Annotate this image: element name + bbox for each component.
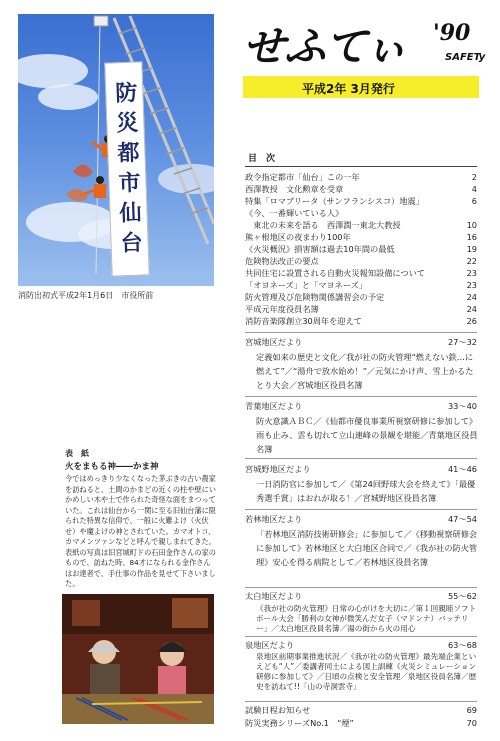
section-divider	[245, 396, 477, 397]
magazine-subtitle: SAFETy	[445, 52, 486, 63]
masthead-logo	[243, 14, 486, 71]
toc-section-body: 防火意識ＡＢＣ／《仙都市優良事業所視察研修に参加して》雨も止み、雲も切れて立山連峰の景観を堪能／青葉地区役員名簿	[256, 416, 478, 454]
toc-item[interactable]: 危険物法改正の要点 22	[245, 256, 477, 266]
toc-section-wakabayashi[interactable]: 若林地区だより 47～54	[245, 514, 477, 524]
elderly-couple-photo	[62, 594, 214, 724]
cover-note-title: 火をまもる神――かま神	[65, 462, 159, 472]
toc-section-body: 泉地区前期事業推進状況／《我が社の防火管理》最先端企業といえども“人”／委講者同士による図上訓練《火災シミュレーション研修に参加して》／日頃の点検と安全管理／泉地区役員名簿／歴史を訪ねて!!「山の寺洞雲寺」	[256, 652, 477, 691]
toc-section-aoba[interactable]: 青葉地区だより 33～40	[245, 401, 477, 411]
toc-divider	[245, 166, 477, 167]
toc-section-body: 定義如来の歴史と文化／我が社の防火管理“燃えない鉄…に燃えて”／“湯舟で放水始め！”／元気にかけ声、雪上かるたとり大会／宮城地区役員名簿	[256, 352, 474, 390]
toc-item[interactable]: 「オヨネーズ」と「マヨネーズ」 23	[245, 280, 477, 290]
toc-item[interactable]: 《今、一番輝いている人》	[245, 208, 344, 218]
magazine-title: せふてぃ	[243, 22, 407, 71]
section-divider	[245, 636, 477, 637]
toc-section-body: 一日消防官に参加して／《第24回野球大会を終えて》「最優秀選手賞」はおれが取る！／宮城野地区役員名簿	[256, 479, 476, 503]
section-divider	[245, 701, 477, 702]
cover-note-text: 今ではめっきり少なくなった茅ぶきの古い農家を訪ねると、土間のかまどの近くの柱や壁にいかめしい木や土で作られた奇怪な面をまつっていた。これは仙台から一関に至る旧仙台藩に限られた特異な信仰で、一般に火難よけ（火伏せ）や魔よけの神とされていた。カマオトコ、カマメンツァンなどと呼んで親しまれてきた。表紙の写真は旧宮城町ドの石田金作さんの家のもので、訪ねた時、84才になられる金作さんはお達者で、手仕事の作品を見せて下さいました。	[65, 474, 216, 588]
banner-text: 防災都市仙台	[111, 80, 143, 262]
toc-item[interactable]: 西澤教授 文化勲章を受章 4	[245, 184, 477, 194]
toc-section-miyagi[interactable]: 宮城地区だより 27～32	[245, 337, 477, 347]
photo-illustration	[62, 594, 214, 724]
toc-item[interactable]: 平成元年度役員名簿 24	[245, 304, 477, 314]
cover-photo-caption: 消防出初式平成2年1月6日 市役所前	[18, 291, 154, 300]
toc-section-body: 「若林地区消防技術研修会」に参加して／《移動視察研修会に参加して》若林地区と大白地区合同で／《我が社の防火管理》安心を得る病院として／若林地区役員名簿	[256, 529, 478, 567]
banner-red-accent	[112, 212, 142, 264]
section-divider	[245, 509, 477, 510]
toc-item[interactable]: 特集「ロマプリータ（サンフランシスコ）地震」 6	[245, 196, 477, 206]
toc-section-miyaginono[interactable]: 宮城野地区だより 41～46	[245, 464, 477, 474]
toc-item[interactable]: 防災実務シリーズNo.1 “煙” 70	[245, 718, 477, 728]
cover-photo-fire-ladder	[18, 14, 214, 286]
toc-item[interactable]: 消防音楽隊創立30周年を迎えて 26	[245, 316, 477, 326]
issue-date: 平成2年 3月発行	[302, 82, 395, 96]
toc-section-body: 《我が社の防火管理》日常の心がけを大切に／第１回親睦ソフトボール大会「勝利の女神が微笑んだ女子（マドンナ）バッテリー」／太白地区役員名簿／湯の街から火の用心	[256, 604, 477, 633]
toc-item[interactable]: 東北の未来を語る 西澤潤一東北大教授 10	[245, 220, 477, 230]
toc-heading: 目 次	[248, 154, 276, 164]
toc-section-taihaku[interactable]: 太白地区だより 55～62	[245, 591, 477, 601]
toc-item[interactable]: 熊ヶ根地区の夜まわり100年 16	[245, 232, 477, 242]
toc-item[interactable]: 《火災概況》損害額は過去10年間の最低 19	[245, 244, 477, 254]
section-divider	[245, 587, 477, 588]
section-divider	[245, 332, 477, 333]
toc-item[interactable]: 防火管理及び危険物関係講習会の予定 24	[245, 292, 477, 302]
cover-note-heading: 表 紙	[65, 449, 89, 458]
toc-item[interactable]: 共同住宅に設置される自動火災報知設備について 23	[245, 268, 477, 278]
toc-section-izumi[interactable]: 泉地区だより 63～68	[245, 640, 477, 650]
section-divider	[245, 458, 477, 459]
toc-item[interactable]: 試験日程お知らせ 69	[245, 705, 477, 715]
magazine-year: '90	[433, 20, 471, 46]
toc-item[interactable]: 政令指定都市「仙台」この一年 2	[245, 172, 477, 182]
